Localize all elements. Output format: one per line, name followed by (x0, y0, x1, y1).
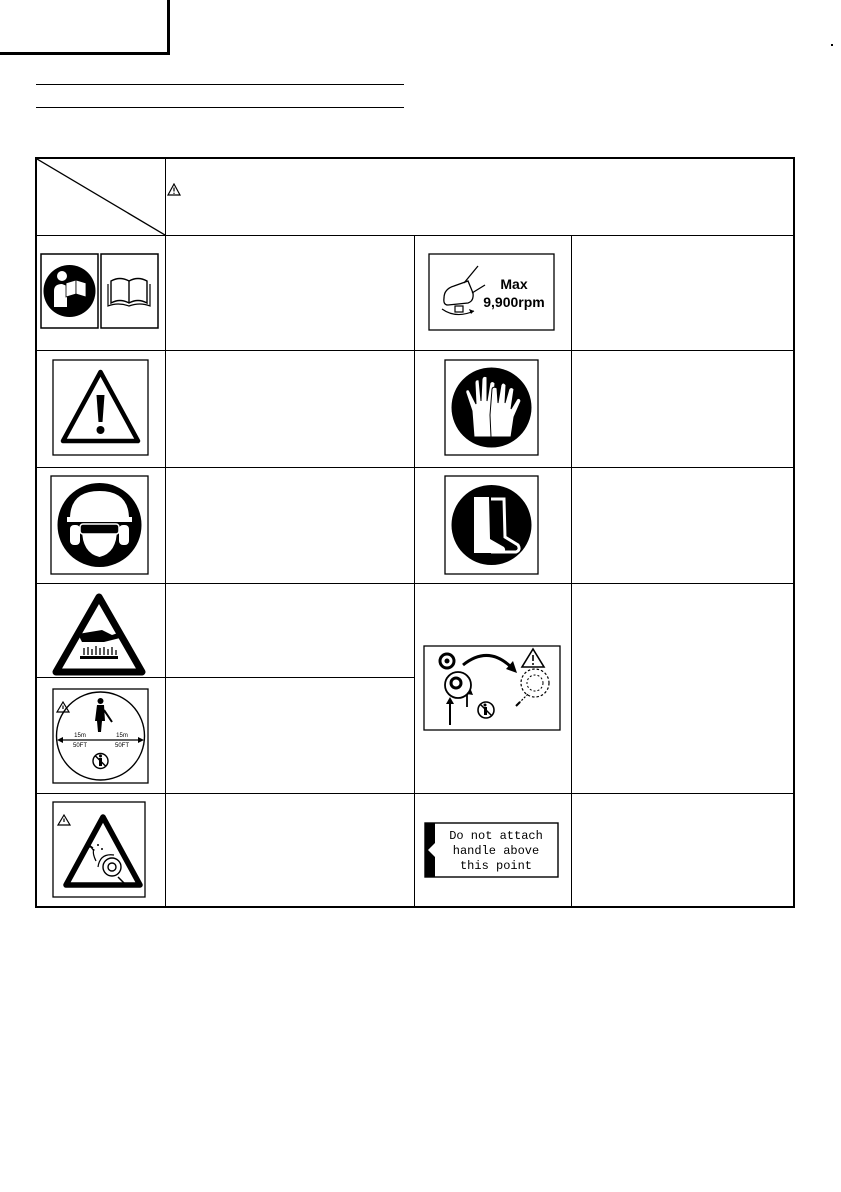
distance-left-ft: 50FT (72, 743, 88, 749)
handle-label-line1: Do not attach (449, 829, 543, 843)
edge-mark (831, 44, 833, 46)
warning-triangle-icon (167, 183, 181, 196)
general-warning-icon (52, 359, 149, 456)
distance-right-ft: 50FT (114, 743, 130, 749)
kickback-warning-icon (52, 801, 146, 898)
row-divider-4a (37, 677, 414, 678)
handle-label-line2: handle above (452, 844, 540, 858)
distance-right-m: 15m (116, 733, 128, 739)
row-divider-1 (37, 350, 793, 351)
column-divider-2 (414, 236, 415, 906)
row-divider-2 (37, 467, 793, 468)
rpm-max-text: Max (500, 276, 528, 292)
keep-distance-15m-icon (52, 688, 149, 784)
row-divider-3 (37, 583, 793, 584)
handle-label-line3: this point (459, 859, 533, 873)
row-divider-5 (37, 793, 793, 794)
wear-safety-boots-icon (444, 475, 539, 575)
row-divider-header (37, 235, 793, 236)
read-manual-icon (40, 253, 159, 329)
header-diagonal (37, 159, 165, 235)
distance-left-m: 15m (74, 733, 86, 739)
hot-surface-warning-icon (52, 592, 146, 676)
rpm-value-text: 9,900rpm (483, 294, 545, 310)
handle-position-label (424, 822, 559, 878)
wear-gloves-icon (444, 359, 539, 456)
max-rpm-label (428, 253, 555, 331)
blade-rotation-warning-icon (423, 645, 561, 731)
page-corner-box (0, 0, 170, 55)
heading-rule-top (36, 84, 404, 85)
column-divider-3 (571, 236, 572, 906)
heading-rule-bottom (36, 107, 404, 108)
wear-head-eye-ear-protection-icon (50, 475, 149, 575)
